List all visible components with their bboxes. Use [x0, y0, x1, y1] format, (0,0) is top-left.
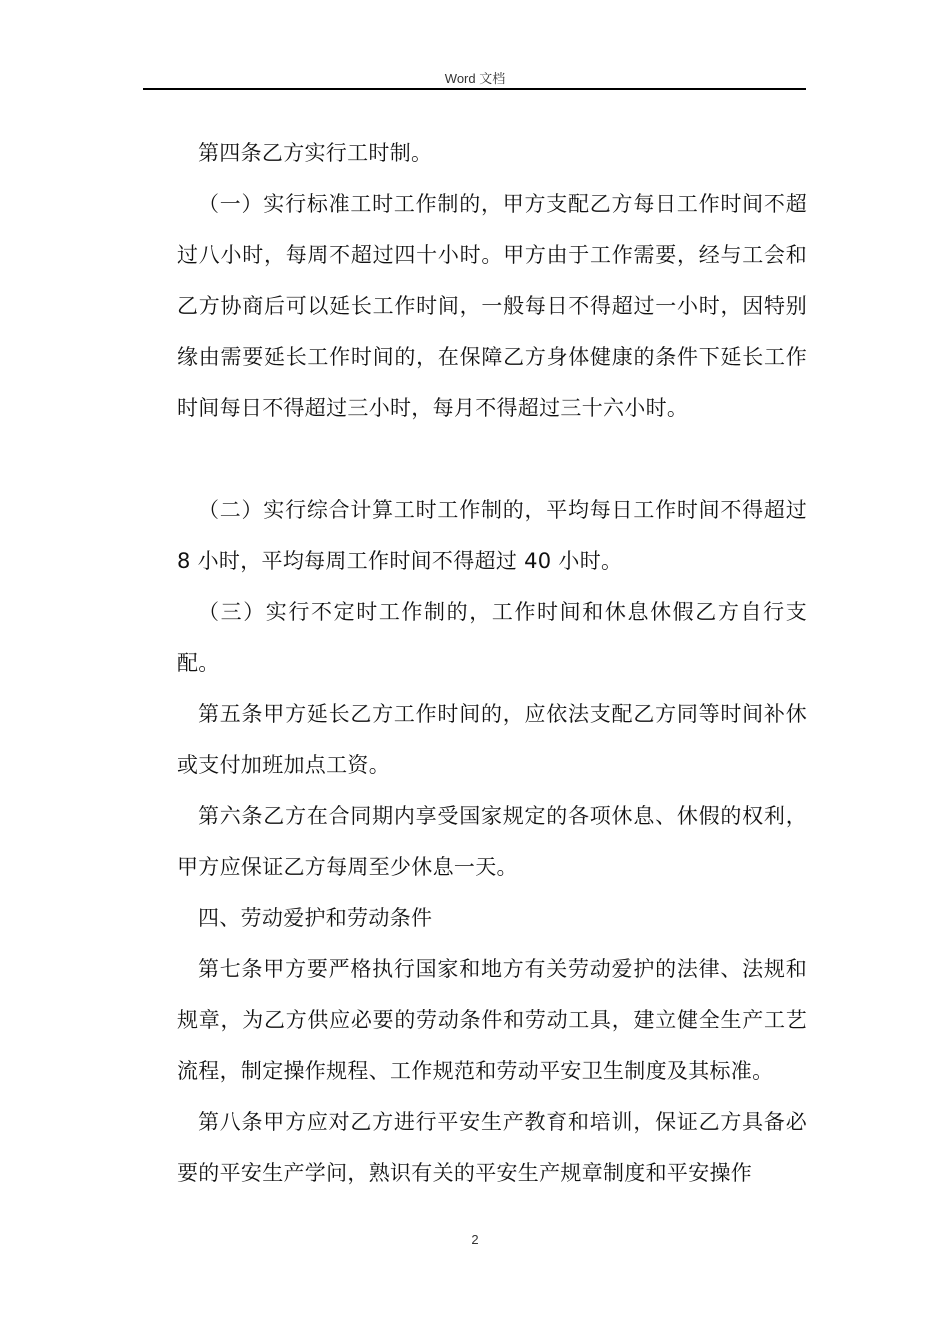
article-4-clause-2: （二）实行综合计算工时工作制的，平均每日工作时间不得超过 8 小时，平均每周工作时间不得超过 40 小时。	[177, 498, 807, 573]
page-number: 2	[471, 1232, 479, 1247]
article-4-clause-1: （一）实行标准工时工作制的，甲方支配乙方每日工作时间不超过八小时，每周不超过四十小时。甲方由于工作需要，经与工会和乙方协商后可以延长工作时间，一般每日不得超过一小时，因特别缘由需要延长工作时间的，在保障乙方身体健康的条件下延长工作时间每日不得超过三小时，每月不得超过三十六小时。	[177, 192, 807, 420]
section-4-heading: 四、劳动爱护和劳动条件	[198, 906, 433, 930]
document-body	[177, 128, 807, 1199]
article-5: 第五条甲方延长乙方工作时间的，应依法支配乙方同等时间补休或支付加班加点工资。	[177, 702, 807, 777]
article-8: 第八条甲方应对乙方进行平安生产教育和培训，保证乙方具备必要的平安生产学问，熟识有关的平安生产规章制度和平安操作	[177, 1110, 807, 1185]
article-6: 第六条乙方在合同期内享受国家规定的各项休息、休假的权利，甲方应保证乙方每周至少休息一天。	[177, 804, 807, 879]
article-4-clause-3: （三）实行不定时工作制的，工作时间和休息休假乙方自行支配。	[177, 600, 807, 675]
page-header: Word 文档	[444, 71, 506, 86]
article-7: 第七条甲方要严格执行国家和地方有关劳动爱护的法律、法规和规章，为乙方供应必要的劳动条件和劳动工具，建立健全生产工艺流程，制定操作规程、工作规范和劳动平安卫生制度及其标准。	[177, 957, 807, 1083]
header-divider	[143, 88, 806, 90]
article-4-heading: 第四条乙方实行工时制。	[198, 141, 433, 165]
